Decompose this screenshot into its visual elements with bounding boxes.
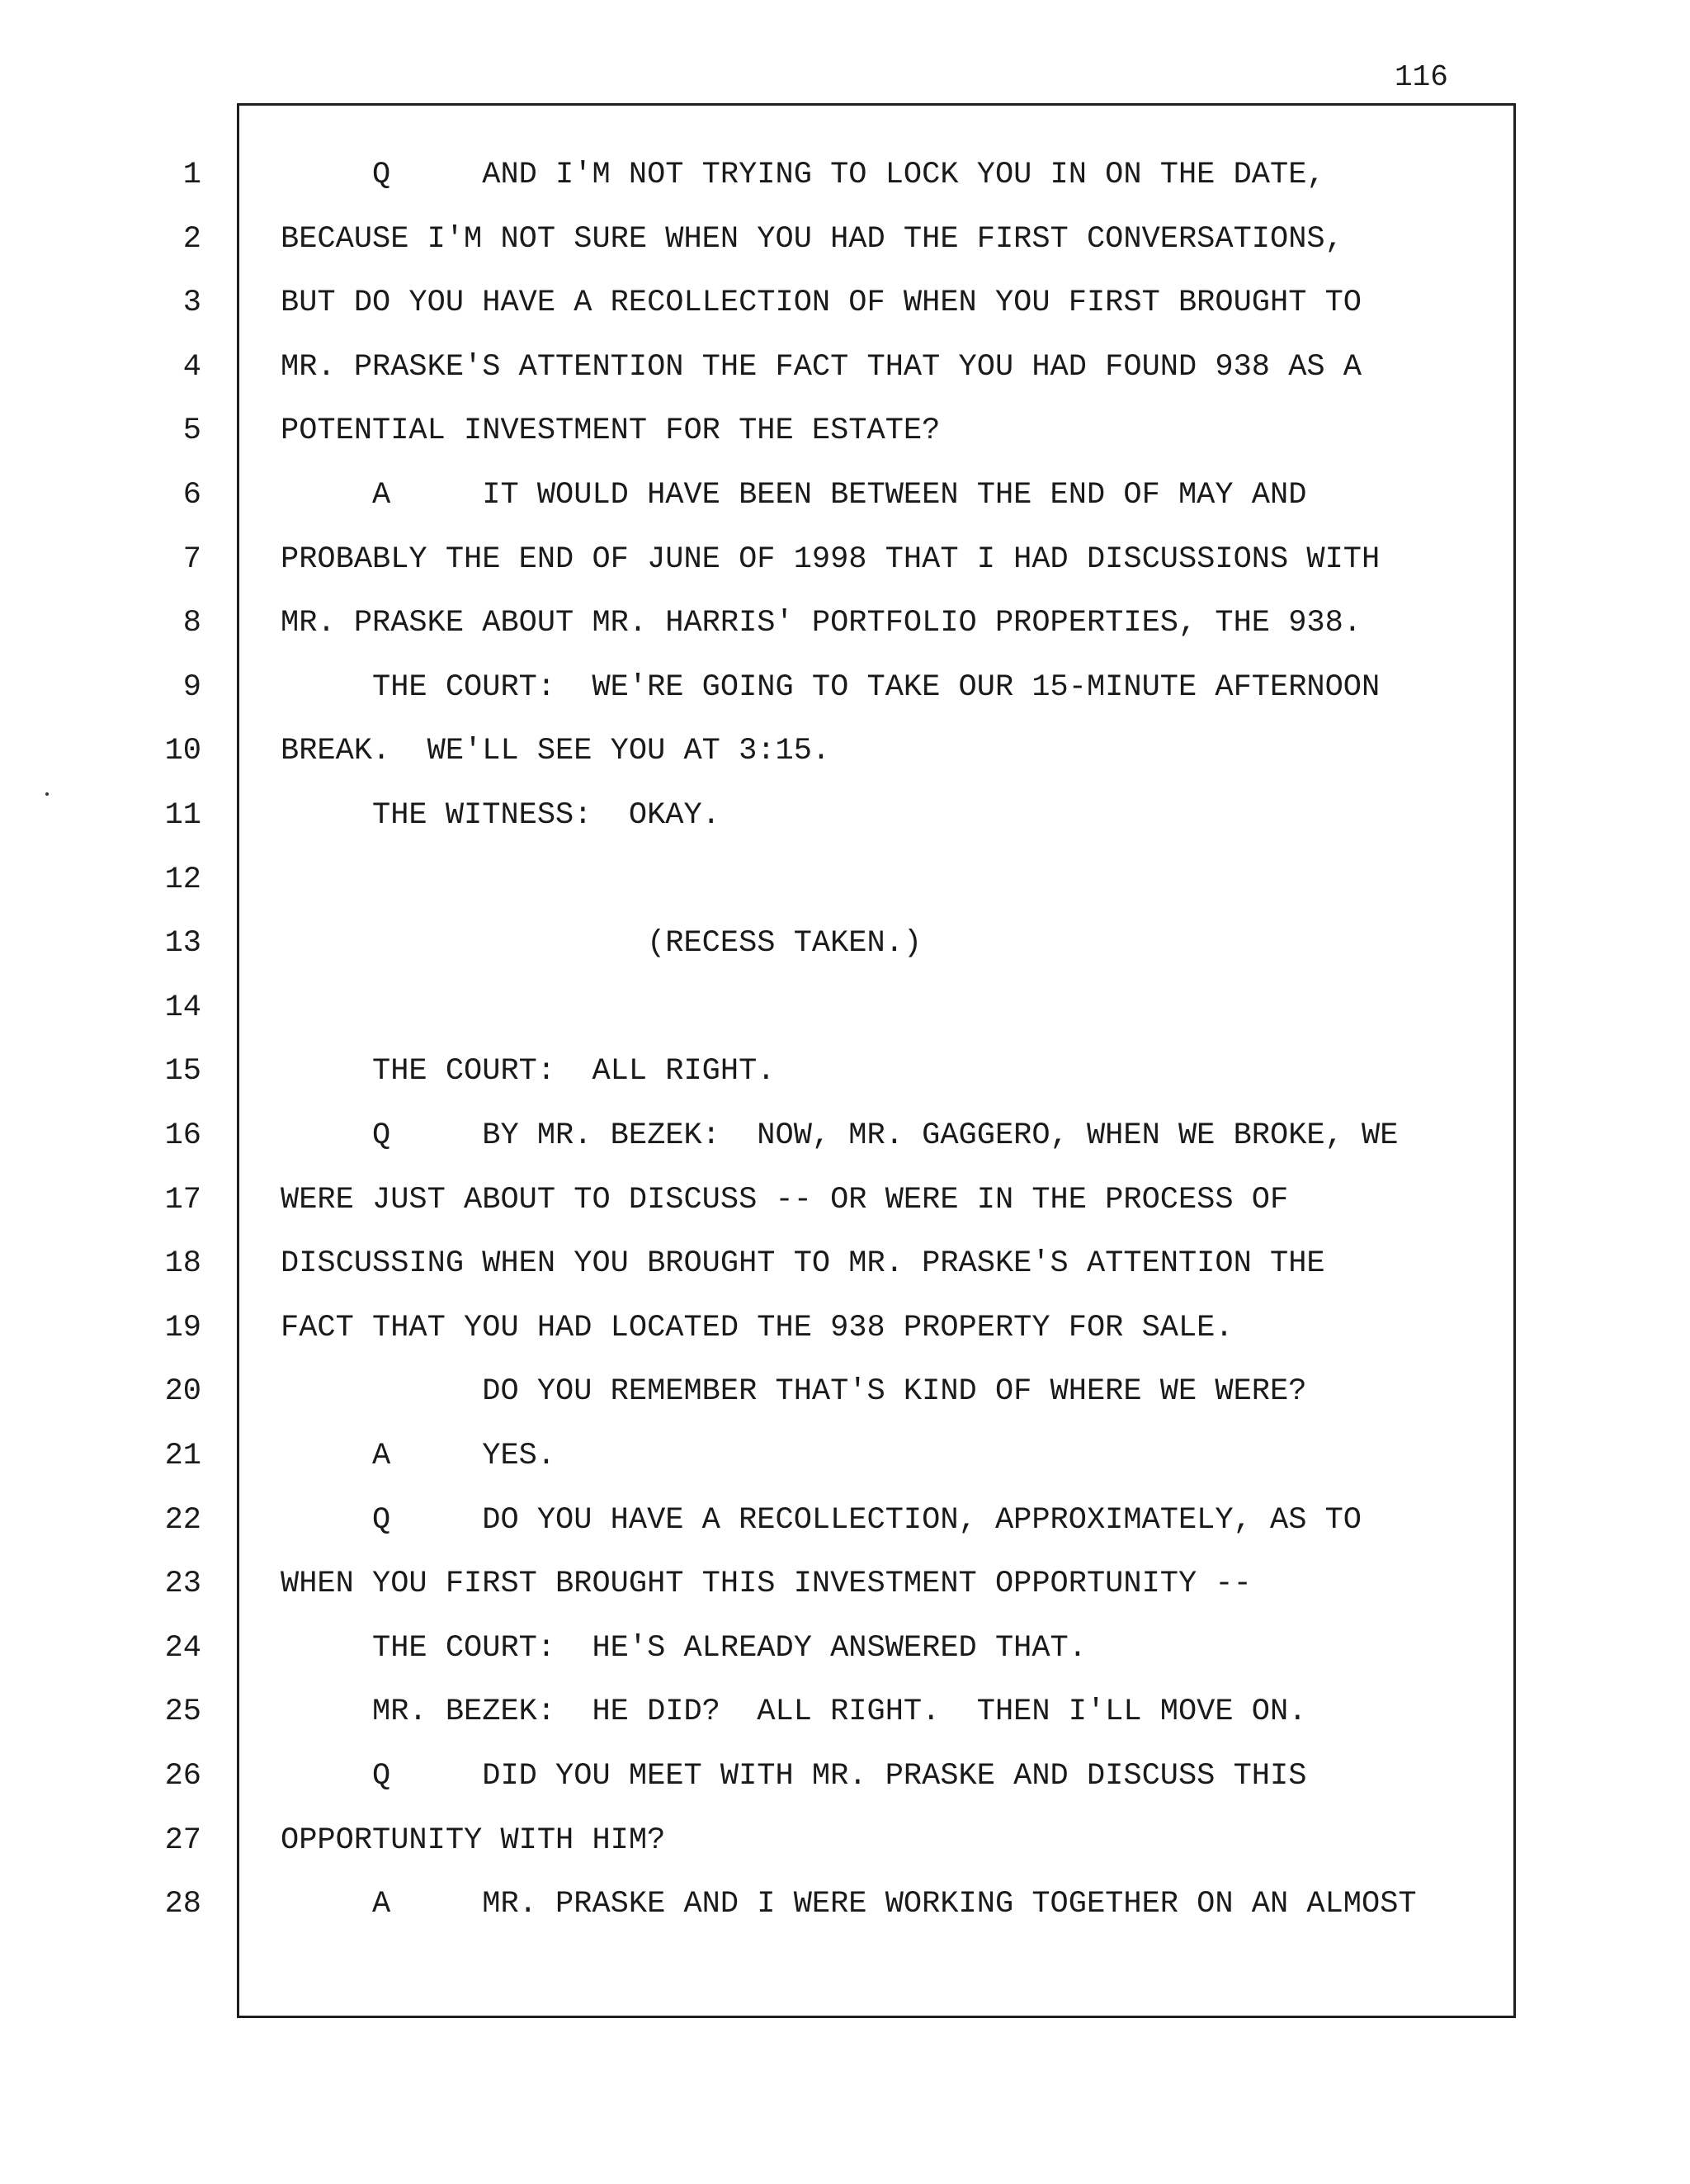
line-number: 24 xyxy=(164,1631,201,1666)
transcript-line: DO YOU REMEMBER THAT'S KIND OF WHERE WE WERE? xyxy=(281,1374,1307,1409)
transcript-line: POTENTIAL INVESTMENT FOR THE ESTATE? xyxy=(281,414,941,448)
transcript-line: MR. BEZEK: HE DID? ALL RIGHT. THEN I'LL MOVE ON. xyxy=(281,1695,1307,1729)
transcript-line: Q DO YOU HAVE A RECOLLECTION, APPROXIMATELY, AS TO xyxy=(281,1503,1362,1538)
transcript-line: BUT DO YOU HAVE A RECOLLECTION OF WHEN YOU FIRST BROUGHT TO xyxy=(281,286,1362,320)
line-number: 17 xyxy=(164,1183,201,1217)
stray-mark xyxy=(45,792,49,796)
line-number: 26 xyxy=(164,1759,201,1794)
line-number: 15 xyxy=(164,1054,201,1089)
line-number: 4 xyxy=(182,350,201,385)
transcript-line: WHEN YOU FIRST BROUGHT THIS INVESTMENT OPPORTUNITY -- xyxy=(281,1567,1252,1601)
line-number: 2 xyxy=(182,222,201,257)
transcript-line: OPPORTUNITY WITH HIM? xyxy=(281,1823,666,1858)
transcript-line: A MR. PRASKE AND I WERE WORKING TOGETHER ON AN ALMOST xyxy=(281,1887,1417,1922)
line-number: 28 xyxy=(164,1887,201,1922)
transcript-line: MR. PRASKE'S ATTENTION THE FACT THAT YOU HAD FOUND 938 AS A xyxy=(281,350,1362,385)
transcript-line: Q BY MR. BEZEK: NOW, MR. GAGGERO, WHEN WE BROKE, WE xyxy=(281,1118,1399,1153)
transcript-line: (RECESS TAKEN.) xyxy=(281,926,923,961)
line-number: 21 xyxy=(164,1439,201,1473)
line-number: 10 xyxy=(164,734,201,768)
line-number: 19 xyxy=(164,1311,201,1345)
transcript-line: A IT WOULD HAVE BEEN BETWEEN THE END OF MAY AND xyxy=(281,478,1307,513)
line-number: 3 xyxy=(182,286,201,320)
line-number: 9 xyxy=(182,670,201,705)
transcript-line: MR. PRASKE ABOUT MR. HARRIS' PORTFOLIO PROPERTIES, THE 938. xyxy=(281,606,1362,641)
page-number: 116 xyxy=(1395,60,1448,94)
line-number: 1 xyxy=(182,158,201,192)
transcript-line: A YES. xyxy=(281,1439,556,1473)
transcript-line: DISCUSSING WHEN YOU BROUGHT TO MR. PRASKE'S ATTENTION THE xyxy=(281,1246,1325,1281)
line-number: 18 xyxy=(164,1246,201,1281)
line-number: 13 xyxy=(164,926,201,961)
transcript-line: Q AND I'M NOT TRYING TO LOCK YOU IN ON THE DATE, xyxy=(281,158,1325,192)
transcript-line: PROBABLY THE END OF JUNE OF 1998 THAT I HAD DISCUSSIONS WITH xyxy=(281,542,1381,577)
line-number: 22 xyxy=(164,1503,201,1538)
line-number: 6 xyxy=(182,478,201,513)
transcript-line: BREAK. WE'LL SEE YOU AT 3:15. xyxy=(281,734,831,768)
line-number: 14 xyxy=(164,990,201,1025)
line-number: 16 xyxy=(164,1118,201,1153)
line-number: 11 xyxy=(164,798,201,833)
transcript-line: THE COURT: WE'RE GOING TO TAKE OUR 15-MINUTE AFTERNOON xyxy=(281,670,1381,705)
line-number: 7 xyxy=(182,542,201,577)
line-number: 12 xyxy=(164,863,201,897)
line-number: 8 xyxy=(182,606,201,641)
line-number: 27 xyxy=(164,1823,201,1858)
transcript-line: FACT THAT YOU HAD LOCATED THE 938 PROPERTY FOR SALE. xyxy=(281,1311,1234,1345)
line-number: 5 xyxy=(182,414,201,448)
transcript-line: THE COURT: HE'S ALREADY ANSWERED THAT. xyxy=(281,1631,1087,1666)
line-number: 23 xyxy=(164,1567,201,1601)
transcript-line: Q DID YOU MEET WITH MR. PRASKE AND DISCUSS THIS xyxy=(281,1759,1307,1794)
line-number: 20 xyxy=(164,1374,201,1409)
transcript-line: THE WITNESS: OKAY. xyxy=(281,798,720,833)
line-number: 25 xyxy=(164,1695,201,1729)
transcript-line: WERE JUST ABOUT TO DISCUSS -- OR WERE IN THE PROCESS OF xyxy=(281,1183,1289,1217)
transcript-line: THE COURT: ALL RIGHT. xyxy=(281,1054,776,1089)
transcript-line: BECAUSE I'M NOT SURE WHEN YOU HAD THE FIRST CONVERSATIONS, xyxy=(281,222,1343,257)
